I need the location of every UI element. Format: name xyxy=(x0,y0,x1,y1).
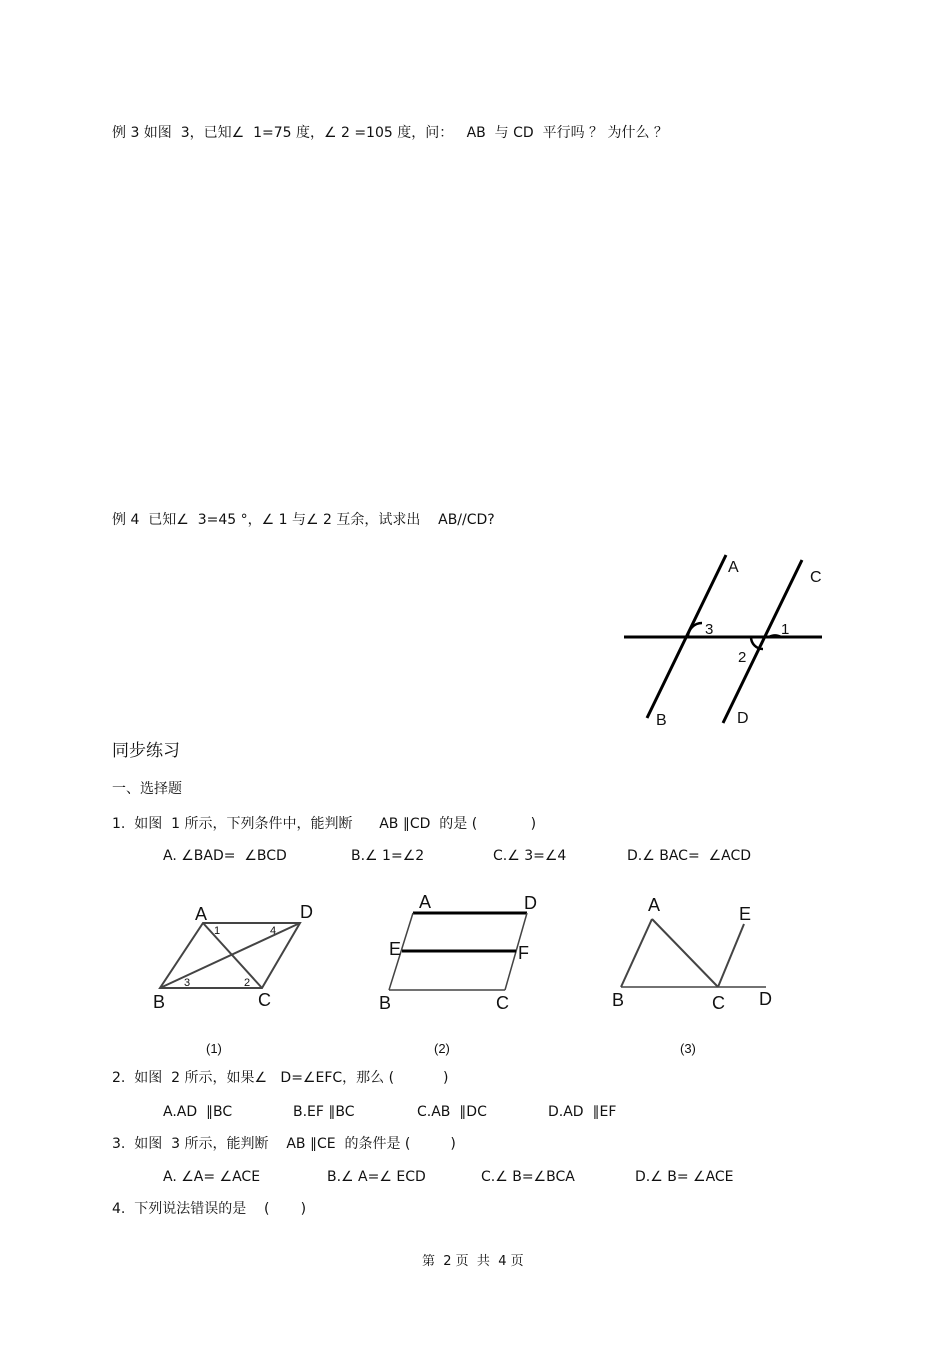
question-1-option-c: C.∠ 3=∠4 xyxy=(493,848,567,864)
section-title: 同步练习 xyxy=(112,741,180,761)
fig1-caption: (1) xyxy=(206,1041,222,1056)
segment-ac xyxy=(652,919,718,987)
fig1-label-1: 1 xyxy=(214,925,221,937)
fig1-label-2: 2 xyxy=(244,977,251,989)
fig2-label-c: C xyxy=(496,993,509,1013)
fig1-label-a: A xyxy=(195,904,208,924)
label-c: C xyxy=(810,569,822,586)
line-cd xyxy=(723,560,802,723)
fig3-label-e: E xyxy=(739,904,752,924)
subsection-title: 一、选择题 xyxy=(112,781,182,797)
fig1-label-b: B xyxy=(153,992,166,1012)
fig1-label-d: D xyxy=(300,902,313,922)
fig3-label-b: B xyxy=(612,990,625,1010)
question-2-option-b: B.EF ∥BC xyxy=(293,1104,355,1120)
label-2: 2 xyxy=(738,649,747,666)
question-2-option-d: D.AD ∥EF xyxy=(548,1104,617,1120)
question-2-option-a: A.AD ∥BC xyxy=(163,1104,233,1120)
question-3-option-a: A. ∠A= ∠ACE xyxy=(163,1169,261,1185)
fig2-label-f: F xyxy=(518,943,529,963)
page-footer: 第 2 页 共 4 页 xyxy=(422,1254,524,1269)
figure-3 xyxy=(612,895,772,1056)
fig2-label-d: D xyxy=(524,893,537,913)
fig2-label-a: A xyxy=(419,892,432,912)
question-2-option-c: C.AB ∥DC xyxy=(417,1104,487,1120)
label-3: 3 xyxy=(705,621,714,638)
fig2-caption: (2) xyxy=(434,1041,450,1056)
question-1-option-d: D.∠ BAC= ∠ACD xyxy=(627,848,752,864)
fig2-label-e: E xyxy=(389,939,402,959)
diagonal-ac xyxy=(203,923,262,988)
question-3-option-c: C.∠ B=∠BCA xyxy=(481,1169,575,1185)
question-1-option-b: B.∠ 1=∠2 xyxy=(351,848,425,864)
fig3-label-c: C xyxy=(712,993,725,1013)
question-3-option-d: D.∠ B= ∠ACE xyxy=(635,1169,734,1185)
label-1: 1 xyxy=(781,621,790,638)
question-4-stem: 4. 下列说法错误的是 ( ) xyxy=(112,1201,307,1217)
label-a: A xyxy=(728,559,739,576)
fig1-label-3: 3 xyxy=(184,977,191,989)
question-3-option-b: B.∠ A=∠ ECD xyxy=(327,1169,426,1185)
question-1-option-a: A. ∠BAD= ∠BCD xyxy=(163,848,287,864)
example-4-figure xyxy=(624,555,822,729)
figure-1 xyxy=(153,902,313,1056)
segment-ab xyxy=(621,919,652,987)
question-1-stem: 1. 如图 1 所示，下列条件中，能判断 AB ∥CD 的是 ( ) xyxy=(112,816,537,832)
label-d: D xyxy=(737,710,749,727)
fig3-caption: (3) xyxy=(680,1041,696,1056)
fig2-label-b: B xyxy=(379,993,392,1013)
fig3-label-d: D xyxy=(759,989,772,1009)
fig3-label-a: A xyxy=(648,895,661,915)
example-4-text: 例 4 已知∠ 3=45 °，∠ 1 与∠ 2 互余，试求出 AB//CD? xyxy=(112,512,495,528)
fig1-label-c: C xyxy=(258,990,271,1010)
figure-2 xyxy=(379,892,537,1056)
example-3-text: 例 3 如图 3，已知∠ 1=75 度，∠ 2 =105 度，问： AB 与 CD 平行吗 ？ 为什么 ？ xyxy=(112,125,668,141)
question-2-stem: 2. 如图 2 所示，如果∠ D=∠EFC，那么 ( ) xyxy=(112,1070,449,1086)
question-3-stem: 3. 如图 3 所示，能判断 AB ∥CE 的条件是 ( ) xyxy=(112,1136,456,1152)
segment-ce xyxy=(718,924,744,987)
label-b: B xyxy=(656,712,667,729)
angle-3-arc xyxy=(688,623,702,637)
fig1-label-4: 4 xyxy=(270,925,277,937)
